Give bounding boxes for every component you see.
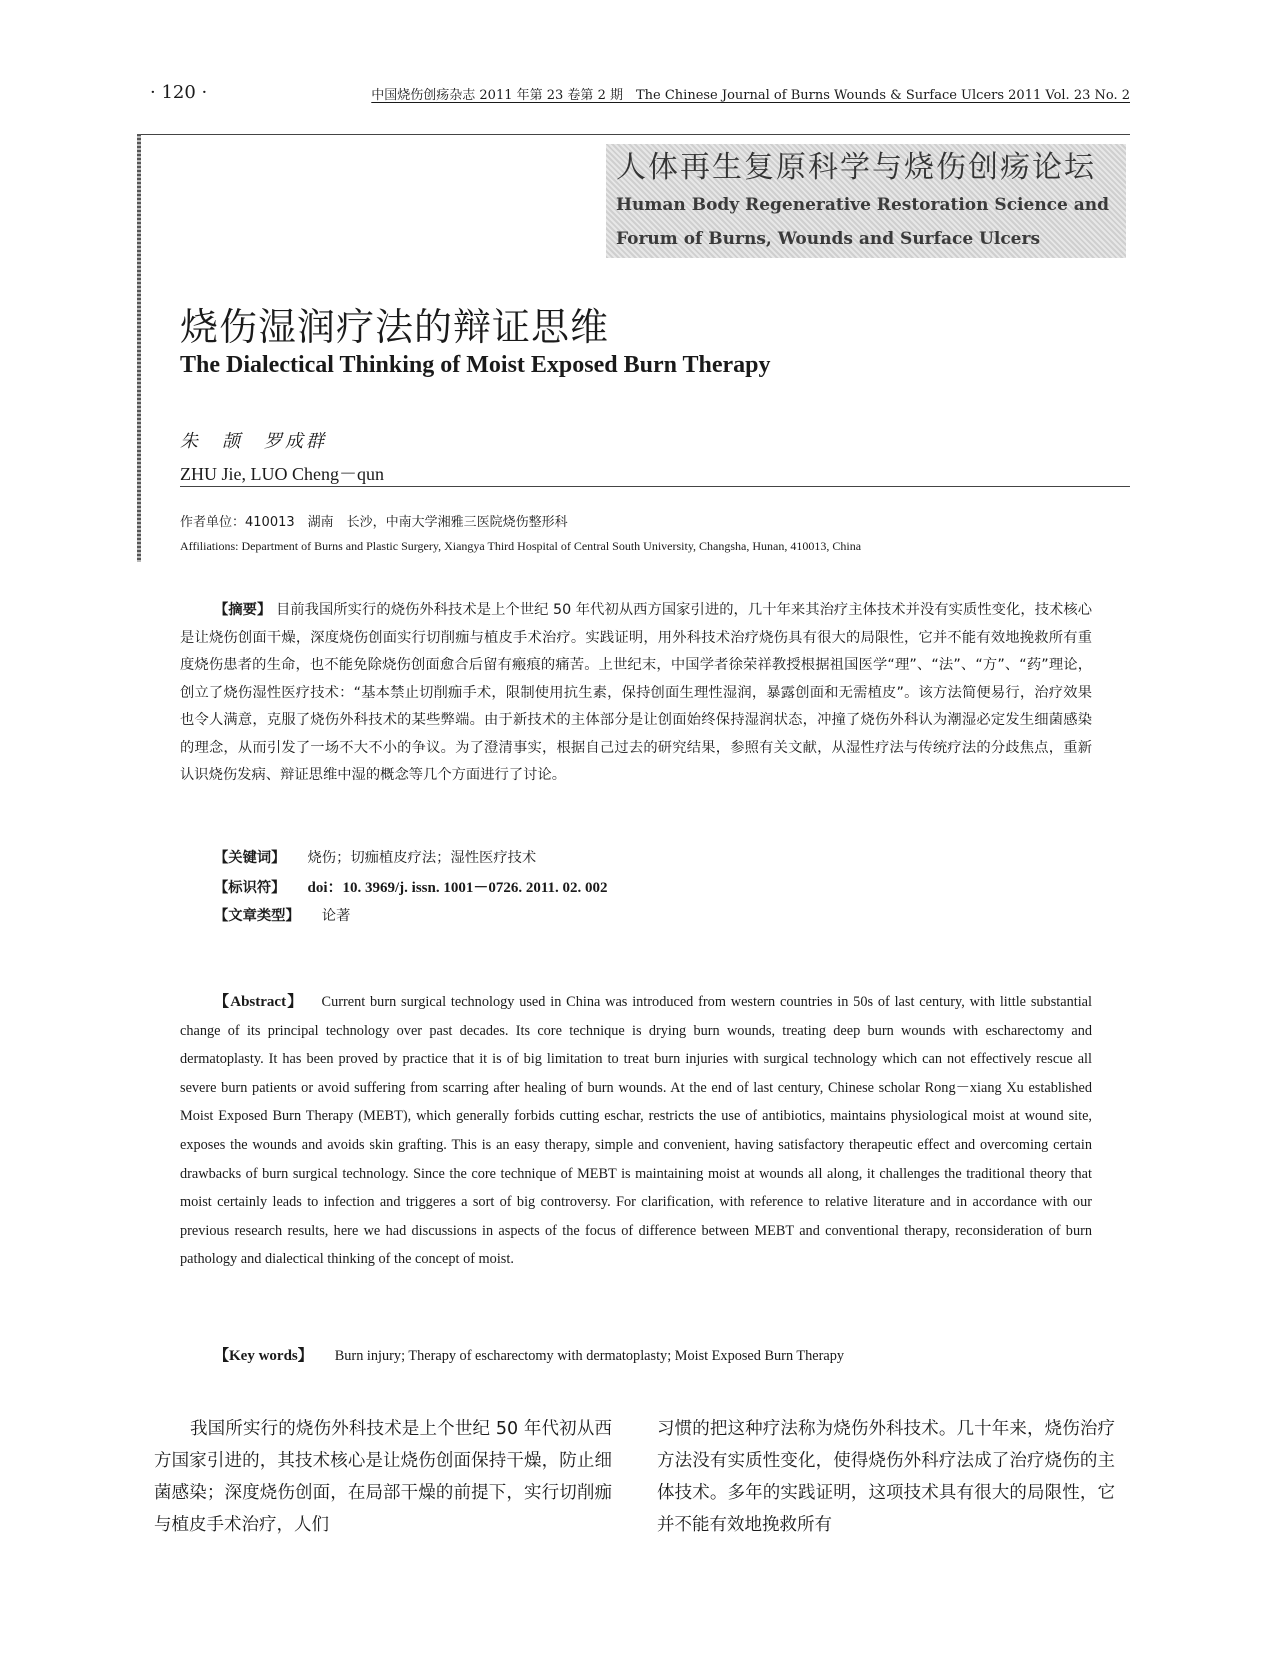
forum-title-zh: 人体再生复原科学与烧伤创疡论坛: [616, 150, 1096, 185]
journal-info: 中国烧伤创疡杂志 2011 年第 23 卷第 2 期 The Chinese Journal of Burns Wounds & Surface Ulcers 2011 Vol. 23 No. 2: [371, 88, 1130, 103]
authors-en: ZHU Jie, LUO Cheng－qun: [180, 464, 384, 484]
keywords-en-label: 【Key words】: [214, 1348, 313, 1364]
doi-text: doi：10. 3969/j. issn. 1001－0726. 2011. 02. 002: [307, 880, 608, 896]
left-rule-tick: [141, 134, 155, 135]
abstract-zh-text: 目前我国所实行的烧伤外科技术是上个世纪 50 年代初从西方国家引进的，几十年来其治疗主体技术并没有实质性变化，技术核心是让烧伤创面干燥，深度烧伤创面实行切削痂与植皮手术治疗。实践证明，用外科技术治疗烧伤具有很大的局限性，它并不能有效地挽救所有重度烧伤患者的生命，也不能免除烧伤创面愈合后留有瘢痕的痛苦。上世纪末，中国学者徐荣祥教授根据祖国医学“理”、“法”、“方”、“药”理论，创立了烧伤湿性医疗技术：“基本禁止切削痂手术，限制使用抗生素，保持创面生理性湿润，暴露创面和无需植皮”。该方法简便易行，治疗效果也令人满意，克服了烧伤外科技术的某些弊端。由于新技术的主体部分是让创面始终保持湿润状态，冲撞了烧伤外科认为潮湿必定发生细菌感染的理念，从而引发了一场不大不小的争议。为了澄清事实，根据自己过去的研究结果，参照有关文献，从湿性疗法与传统疗法的分歧焦点，重新认识烧伤发病、辩证思维中湿的概念等几个方面进行了讨论。: [180, 602, 1093, 783]
article-type-text: 论著: [321, 908, 351, 924]
article-type: [214, 905, 350, 925]
keywords-zh-label: 【关键词】: [214, 850, 286, 866]
author-rule: [180, 486, 1130, 487]
article-type-label: 【文章类型】: [214, 908, 300, 924]
forum-banner: [606, 144, 1126, 258]
identifier: [214, 876, 608, 897]
abstract-en: [180, 988, 1092, 1274]
article-title-zh: 烧伤湿润疗法的辩证思维: [180, 305, 610, 349]
keywords-en-text: Burn injury; Therapy of escharectomy with dermatoplasty; Moist Exposed Burn Therapy: [334, 1348, 845, 1364]
identifier-label: 【标识符】: [214, 880, 286, 896]
forum-title-en-line1: Human Body Regenerative Restoration Science and: [616, 195, 1110, 215]
page-number: · 120 ·: [150, 82, 208, 103]
article-title-en: The Dialectical Thinking of Moist Exposed Burn Therapy: [180, 352, 771, 378]
abstract-en-text: Current burn surgical technology used in China was introduced from western countries in 50s of last century, with little substantial change of its principal technology over past decades. Its core technique is drying burn wounds, treating deep burn wounds with escharectomy and dermatoplasty. It has been proved by practice that it is of big limitation to treat burn injuries with surgical technology which can not effectively rescue all severe burn patients or avoid suffering from scarring after healing of burn wounds. At the end of last century, Chinese scholar Rong－xiang Xu established Moist Exposed Burn Therapy (MEBT), which generally forbids cutting eschar, restricts the use of antibiotics, maintains physiological moist at wound site, exposes the wounds and avoids skin grafting. This is an easy therapy, simple and convenient, having satisfactory therapeutic effect and overcoming certain drawbacks of burn surgical technology. Since the core technique of MEBT is maintaining moist at wounds all along, it challenges the traditional theory that moist certainly leads to infection and triggeres a sort of big controversy. For clarification, with reference to relative literature and in accordance with our previous research results, here we had discussions in aspects of the focus of difference between MEBT and conventional therapy, reconsideration of burn pathology and dialectical thinking of the concept of moist.: [180, 994, 1092, 1268]
body-column-left: 我国所实行的烧伤外科技术是上个世纪 50 年代初从西方国家引进的，其技术核心是让烧伤创面保持干燥，防止细菌感染；深度烧伤创面，在局部干燥的前提下，实行切削痂与植皮手术治疗，人们: [154, 1419, 612, 1535]
body-column-right: 习惯的把这种疗法称为烧伤外科技术。几十年来，烧伤治疗方法没有实质性变化，使得烧伤外科疗法成了治疗烧伤的主体技术。多年的实践证明，这项技术具有很大的局限性，它并不能有效地挽救所有: [657, 1419, 1115, 1535]
left-margin-bar: [137, 134, 141, 562]
affiliation-en: Affiliations: Department of Burns and Plastic Surgery, Xiangya Third Hospital of Central South University, Changsha, Hunan, 410013, China: [180, 539, 862, 553]
keywords-en: [214, 1344, 844, 1365]
abstract-zh: [180, 597, 1092, 790]
running-header: [150, 80, 1130, 108]
authors-zh: 朱 颉 罗成群: [180, 431, 327, 452]
abstract-en-label: 【Abstract】: [214, 994, 304, 1010]
affiliation-zh: 作者单位：410013 湖南 长沙，中南大学湘雅三医院烧伤整形科: [180, 515, 568, 530]
keywords-zh: [214, 847, 536, 867]
abstract-zh-label: 【摘要】: [214, 602, 272, 618]
keywords-zh-text: 烧伤；切痂植皮疗法；湿性医疗技术: [307, 850, 537, 866]
forum-title-en-line2: Forum of Burns, Wounds and Surface Ulcers: [616, 229, 1041, 249]
header-rule: [138, 134, 1130, 135]
